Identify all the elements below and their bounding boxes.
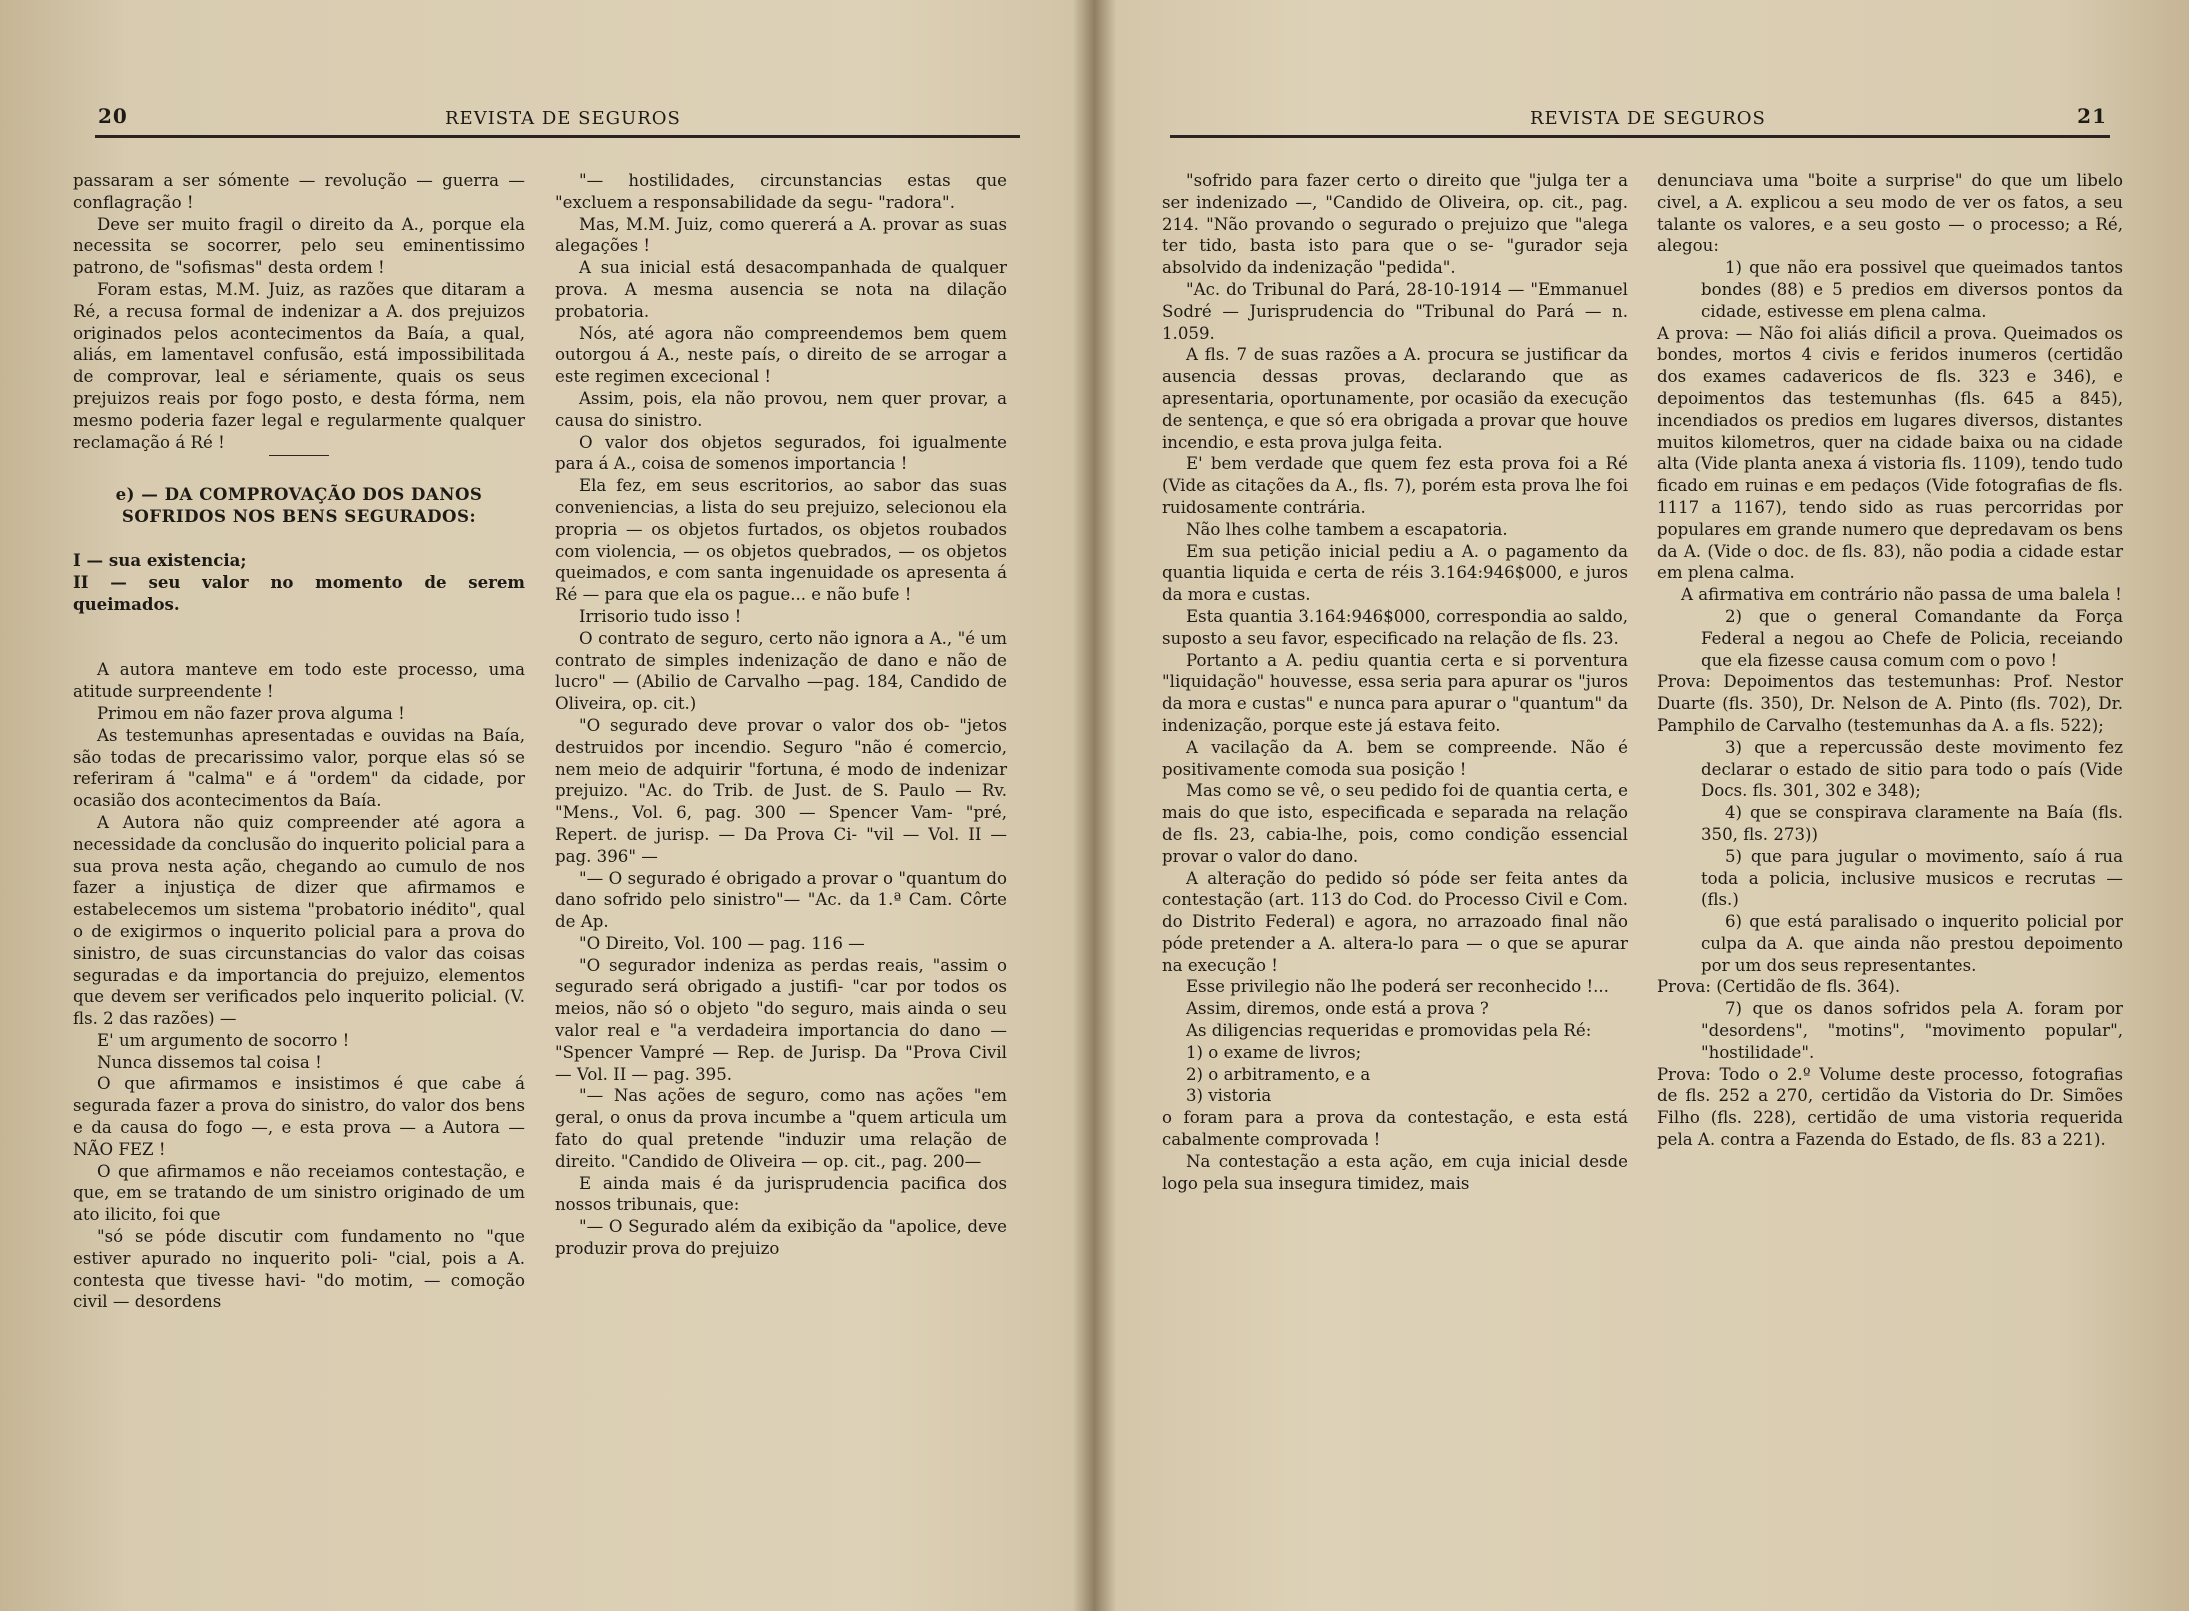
right-page-header: [1170, 100, 2110, 138]
paragraph: O valor dos objetos segurados, foi igualmente para á A., coisa de somenos importancia !: [555, 432, 1007, 474]
right-page-column-2: [1657, 170, 2123, 1151]
paragraph: 3) vistoria: [1186, 1086, 1272, 1106]
paragraph: Nós, até agora não compreendemos bem quem outorgou á A., neste país, o direito de se arrogar a este regimen excecional !: [555, 323, 1007, 387]
list-item: II — seu valor no momento de serem queimados.: [73, 571, 525, 614]
paragraph: 2) o arbitramento, e a: [1186, 1064, 1371, 1084]
paragraph: Assim, pois, ela não provou, nem quer provar, a causa do sinistro.: [555, 388, 1007, 430]
quotation: "O Direito, Vol. 100 — pag. 116 —: [579, 933, 865, 953]
paragraph: A afirmativa em contrário não passa de uma balela !: [1681, 585, 2122, 605]
paragraph: denunciava uma "boite a surprise" do que um libelo civel, a A. explicou a seu modo de ver os fatos, a seu talante os valores, e a seu gosto — o processo; a Ré, alegou:: [1657, 171, 2123, 256]
paragraph: Deve ser muito fragil o direito da A., porque ela necessita se socorrer, pelo seu eminentissimo patrono, de "sofismas" desta ordem !: [73, 214, 525, 278]
paragraph: Não lhes colhe tambem a escapatoria.: [1186, 519, 1508, 539]
paragraph: Assim, diremos, onde está a prova ?: [1186, 999, 1489, 1019]
left-page-column-2: [555, 170, 1007, 1260]
paragraph: A prova: — Não foi aliás dificil a prova. Queimados os bondes, mortos 4 civis e feridos inumeros (certidão dos exames cadavericos de fls. 323 e 346), e depoimentos das testemunhas (fls. 645 a 845), incendiados os predios em lugares diversos, distantes muitos kilometros, quer na cidade baixa ou na cidade alta (Vide planta anexa á vistoria fls. 1109), tendo tudo ficado em ruinas e em pedaços (Vide fotografias de fls. 1117 a 1167), tendo sido as ruas percorridas por populares em grande numero que depredavam os bens da A. (Vide o doc. de fls. 83), não podia a cidade estar em plena calma.: [1657, 323, 2123, 583]
paragraph: Ela fez, em seus escritorios, ao sabor das suas conveniencias, a lista do seu prejuizo, selecionou ela propria — os objetos furtados, os objetos roubados com violencia, — os objetos quebrados, — os objetos queimados, e com santa ingenuidade os apresenta á Ré — para que ela os pague... e não bufe !: [555, 476, 1007, 605]
separator-rule: [269, 455, 329, 456]
quotation: "sofrido para fazer certo o direito que "julga ter a ser indenizado —, "Candido de Oliveira, op. cit., pag. 214. "Não provando o segurado o prejuizo que "alega ter tido, basta isto para que o se- "gurador seja absolvido da indenização "pedida".: [1162, 171, 1628, 278]
paragraph: Irrisorio tudo isso !: [579, 606, 742, 626]
paragraph: passaram a ser sómente — revolução — guerra — conflagração !: [73, 171, 525, 212]
numbered-item: 1) que não era possivel que queimados tantos bondes (88) e 5 predios em diversos pontos da cidade, estivesse em plena calma.: [1701, 258, 2123, 321]
left-page-header: [95, 100, 1020, 138]
quotation: "só se póde discutir com fundamento no "que estiver apurado no inquerito poli- "cial, pois a A. contesta que tivesse havi- "do motim, — comoção civil — desordens: [73, 1227, 525, 1312]
numbered-item: 6) que está paralisado o inquerito policial por culpa da A. que ainda não prestou depoimento por um dos seus representantes.: [1701, 912, 2123, 975]
quotation: "— Nas ações de seguro, como nas ações "em geral, o onus da prova incumbe a "quem articula um fato do qual pretende "induzir uma relação de direito. "Candido de Oliveira — op. cit., pag. 200—: [555, 1086, 1007, 1171]
paragraph: E ainda mais é da jurisprudencia pacifica dos nossos tribunais, que:: [555, 1173, 1007, 1215]
paragraph: E' um argumento de socorro !: [97, 1030, 350, 1050]
quotation: "— O Segurado além da exibição da "apolice, deve produzir prova do prejuizo: [555, 1217, 1007, 1259]
paragraph: A Autora não quiz compreender até agora a necessidade da conclusão do inquerito policial para a sua prova nesta ação, chegando ao cumulo de nos fazer a injustiça de dizer que afirmamos e estabelecemos um sistema "probatorio inédito", qual o de exigirmos o inquerito policial para a prova do sinistro, de suas circunstancias do valor das coisas seguradas e da importancia do prejuizo, elementos que devem ser verificados pelo inquerito policial. (V. fls. 2 das razões) —: [73, 812, 525, 1029]
running-title: REVISTA DE SEGUROS: [445, 108, 681, 129]
paragraph: As testemunhas apresentadas e ouvidas na Baía, são todas de precarissimo valor, porque elas só se referiram á "calma" e á "ordem" da cidade, por ocasião dos acontecimentos da Baía.: [73, 725, 525, 811]
paragraph: A vacilação da A. bem se compreende. Não é positivamente comoda sua posição !: [1162, 737, 1628, 779]
paragraph: Primou em não fazer prova alguma !: [97, 703, 405, 723]
numbered-item: 3) que a repercussão deste movimento fez declarar o estado de sitio para todo o país (Vide Docs. fls. 301, 302 e 348);: [1701, 737, 2123, 801]
paragraph: O contrato de seguro, certo não ignora a A., "é um contrato de simples indenização de dano e não de lucro" — (Abilio de Carvalho —pag. 184, Candido de Oliveira, op. cit.): [555, 628, 1007, 714]
right-page-column-1: [1162, 170, 1628, 1194]
numbered-item: 2) que o general Comandante da Força Federal a negou ao Chefe de Policia, receiando que ela fizesse causa comum com o povo !: [1701, 606, 2123, 670]
quotation: "O segurador indeniza as perdas reais, "assim o segurado será obrigado a justifi- "car por todos os meios, não só o objeto "do seguro, mais ainda o seu valor real e "a verdadeira importancia do dano — "Spencer Vampré — Rep. de Jurisp. Da "Prova Civil — Vol. II — pag. 395.: [555, 955, 1007, 1084]
paragraph: Portanto a A. pediu quantia certa e si porventura "liquidação" houvesse, essa seria para apurar os "juros da mora e custas" e nunca para apurar o "quantum" da indenização, porque este já estava feito.: [1162, 650, 1628, 735]
paragraph: Prova: Todo o 2.º Volume deste processo, fotografias de fls. 252 a 270, certidão da Vistoria do Dr. Simões Filho (fls. 228), certidão de uma vistoria requerida pela A. contra a Fazenda do Estado, de fls. 83 a 221).: [1657, 1064, 2123, 1150]
spacer: [73, 528, 525, 550]
left-page-column-1: [73, 170, 525, 1313]
paragraph: Prova: Depoimentos das testemunhas: Prof. Nestor Duarte (fls. 350), Dr. Nelson de A. Pinto (fls. 702), Dr. Pamphilo de Carvalho (testemunhas da A. a fls. 522);: [1657, 672, 2123, 735]
paragraph: Na contestação a esta ação, em cuja inicial desde logo pela sua insegura timidez, mais: [1162, 1151, 1628, 1193]
quotation: "O segurado deve provar o valor dos ob- "jetos destruidos por incendio. Seguro "não é comercio, nem meio de adquirir "fortuna, é modo de indenizar prejuizo. "Ac. do Trib. de Just. de S. Paulo — Rv. "Mens., Vol. 6, pag. 300 — Spencer Vam- "pré, Repert. de jurisp. — Da Prova Ci- "vil — Vol. II — pag. 396" —: [555, 715, 1007, 866]
paragraph: O que afirmamos e não receiamos contestação, e que, em se tratando de um sinistro originado de um ato ilicito, foi que: [73, 1161, 525, 1225]
paragraph: Esta quantia 3.164:946$000, correspondia ao saldo, suposto a seu favor, especificado na relação de fls. 23.: [1162, 606, 1628, 648]
paragraph: o foram para a prova da contestação, e esta está cabalmente comprovada !: [1162, 1108, 1628, 1150]
quotation: "Ac. do Tribunal do Pará, 28-10-1914 — "Emmanuel Sodré — Jurisprudencia do "Tribunal do Pará — n. 1.059.: [1162, 279, 1628, 343]
paragraph: Mas como se vê, o seu pedido foi de quantia certa, e mais do que isto, especificada e separada na relação de fls. 23, cabia-lhe, pois, como condição essencial provar o valor do dano.: [1162, 781, 1628, 866]
spacer: [73, 462, 525, 484]
paragraph: Esse privilegio não lhe poderá ser reconhecido !...: [1186, 977, 1609, 997]
paragraph: E' bem verdade que quem fez esta prova foi a Ré (Vide as citações da A., fls. 7), porém esta prova lhe foi ruidosamente contrária.: [1162, 454, 1628, 517]
paragraph: Mas, M.M. Juiz, como quererá a A. provar as suas alegações !: [555, 214, 1007, 256]
paragraph: A fls. 7 de suas razões a A. procura se justificar da ausencia dessas provas, declarando que as apresentaria, oportunamente, por ocasião da execução de sentença, e que só era obrigada a provar que houve incendio, e esta prova julga feita.: [1162, 345, 1628, 452]
paragraph: A autora manteve em todo este processo, uma atitude surpreendente !: [73, 660, 525, 702]
quotation: "— hostilidades, circunstancias estas que "excluem a responsabilidade da segu- "radora".: [555, 171, 1007, 212]
paragraph: Foram estas, M.M. Juiz, as razões que ditaram a Ré, a recusa formal de indenizar a A. dos prejuizos originados pelos acontecimentos da Baía, a qual, aliás, em lamentavel confusão, está impossibilitada de comprovar, leal e sériamente, quais os seus prejuizos reais por fogo posto, e desta fórma, nem mesmo poderia fazer legal e regularmente qualquer reclamação á Ré !: [73, 279, 525, 452]
paragraph: Em sua petição inicial pediu a A. o pagamento da quantia liquida e certa de réis 3.164:946$000, e juros da mora e custas.: [1162, 541, 1628, 605]
numbered-item: 4) que se conspirava claramente na Baía (fls. 350, fls. 273)): [1701, 803, 2123, 844]
numbered-item: 7) que os danos sofridos pela A. foram por "desordens", "motins", "movimento popular", "hostilidade".: [1701, 999, 2123, 1062]
paragraph: Prova: (Certidão de fls. 364).: [1657, 977, 1901, 997]
list-item: I — sua existencia;: [73, 549, 247, 570]
running-title: REVISTA DE SEGUROS: [1530, 108, 1766, 129]
page-number: 21: [2077, 104, 2107, 128]
paragraph: O que afirmamos e insistimos é que cabe á segurada fazer a prova do sinistro, do valor dos bens e da causa do fogo —, e esta prova — a Autora — NÃO FEZ !: [73, 1074, 525, 1159]
paragraph: As diligencias requeridas e promovidas pela Ré:: [1186, 1021, 1592, 1041]
paragraph: A sua inicial está desacompanhada de qualquer prova. A mesma ausencia se nota na dilação probatoria.: [555, 258, 1007, 321]
spacer: [73, 615, 525, 659]
paragraph: Nunca dissemos tal coisa !: [97, 1052, 322, 1072]
header-rule: [95, 135, 1020, 138]
paragraph: A alteração do pedido só póde ser feita antes da contestação (art. 113 do Cod. do Processo Civil e Com. do Distrito Federal) e agora, no arrazoado final não póde pretender a A. altera-lo para — o que se apurar na execução !: [1162, 868, 1628, 975]
page-number: 20: [98, 104, 128, 128]
paragraph: 1) o exame de livros;: [1186, 1042, 1362, 1062]
numbered-item: 5) que para jugular o movimento, saío á rua toda a policia, inclusive musicos e recrutas — (fls.): [1701, 846, 2123, 910]
header-rule: [1170, 135, 2110, 138]
quotation: "— O segurado é obrigado a provar o "quantum do dano sofrido pelo sinistro"— "Ac. da 1.ª Cam. Côrte de Ap.: [555, 868, 1007, 932]
section-heading: e) — DA COMPROVAÇÃO DOS DANOS SOFRIDOS NOS BENS SEGURADOS:: [115, 484, 483, 527]
